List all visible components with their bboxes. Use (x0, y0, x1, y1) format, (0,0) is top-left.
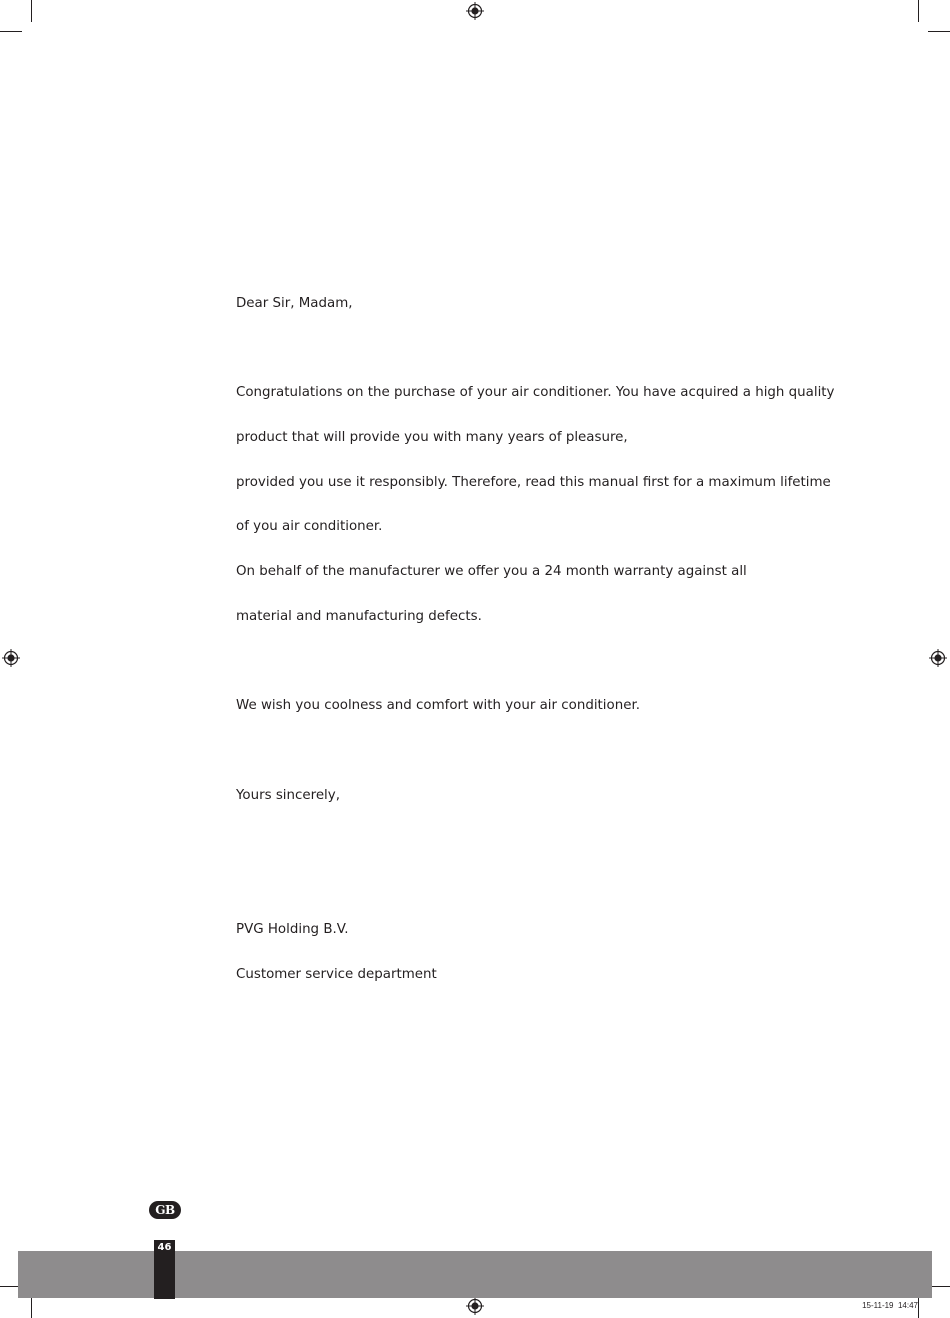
registration-mark-icon (2, 649, 20, 667)
crop-mark-top-right-horizontal (928, 31, 950, 32)
closing: Yours sincerely, (236, 788, 340, 803)
wish-line: We wish you coolness and comfort with your air conditioner. (236, 698, 640, 713)
department-name: Customer service department (236, 967, 437, 982)
crop-mark-top-right-vertical (918, 0, 919, 22)
body-line: Congratulations on the purchase of your air conditioner. You have acquired a high quality (236, 385, 835, 400)
page-number: 46 (157, 1242, 172, 1253)
registration-mark-icon (929, 649, 947, 667)
body-line: of you air conditioner. (236, 519, 383, 534)
language-badge: GB (149, 1201, 181, 1219)
body-line: product that will provide you with many years of pleasure, (236, 430, 628, 445)
body-line: On behalf of the manufacturer we offer you a 24 month warranty against all (236, 564, 747, 579)
body-line: material and manufacturing defects. (236, 609, 482, 624)
print-date: 15-11-19 (862, 1301, 894, 1310)
print-time: 14:47 (897, 1301, 918, 1310)
body-line: provided you use it responsibly. Therefore, read this manual first for a maximum lifetime (236, 475, 831, 490)
registration-mark-icon (466, 2, 484, 20)
company-name: PVG Holding B.V. (236, 922, 349, 937)
salutation: Dear Sir, Madam, (236, 296, 353, 311)
crop-mark-top-left-horizontal (0, 31, 22, 32)
registration-mark-icon (466, 1297, 484, 1315)
crop-mark-bottom-right-vertical (918, 1296, 919, 1318)
crop-mark-top-left-vertical (31, 0, 32, 22)
crop-mark-bottom-left-vertical (31, 1296, 32, 1318)
print-timestamp (838, 1300, 918, 1312)
